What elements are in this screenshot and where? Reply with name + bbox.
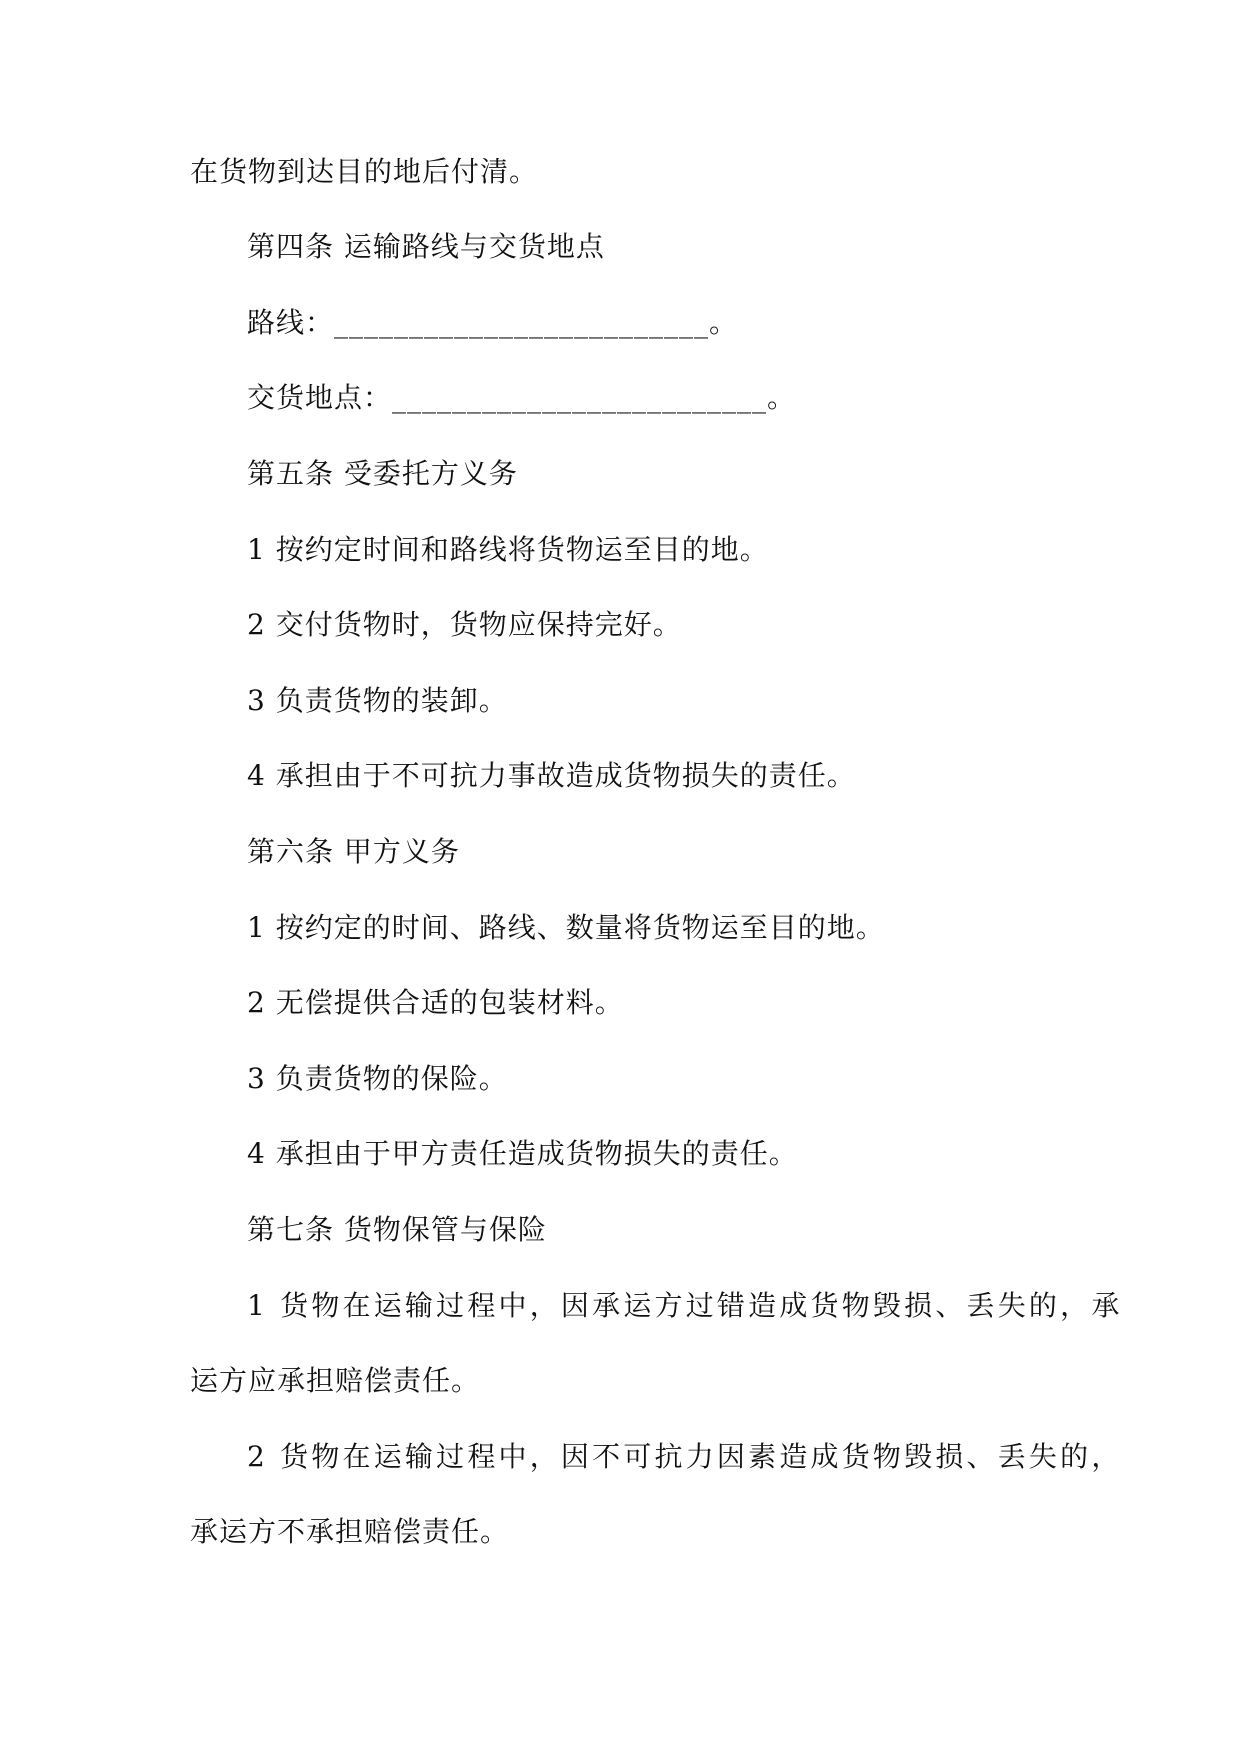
list-item: 4 承担由于不可抗力事故造成货物损失的责任。 xyxy=(247,759,856,792)
list-item: 1 按约定时间和路线将货物运至目的地。 xyxy=(247,533,769,566)
list-item: 2 交付货物时，货物应保持完好。 xyxy=(247,608,682,641)
section-heading: 第五条 受委托方义务 xyxy=(247,457,518,490)
list-item: 3 负责货物的保险。 xyxy=(247,1062,508,1095)
list-item: 4 承担由于甲方责任造成货物损失的责任。 xyxy=(247,1137,798,1170)
section-heading: 第四条 运输路线与交货地点 xyxy=(247,230,605,263)
list-item: 2 无偿提供合适的包装材料。 xyxy=(247,986,624,1019)
paragraph-line: 在货物到达目的地后付清。 xyxy=(190,155,539,188)
paragraph-line: 运方应承担赔偿责任。 xyxy=(190,1364,481,1397)
list-item: 3 负责货物的装卸。 xyxy=(247,684,508,717)
section-heading: 第六条 甲方义务 xyxy=(247,835,460,868)
list-item: 1 按约定的时间、路线、数量将货物运至目的地。 xyxy=(247,911,885,944)
section-heading: 第七条 货物保管与保险 xyxy=(247,1213,547,1246)
paragraph-line: 1 货物在运输过程中，因承运方过错造成货物毁损、丢失的，承 xyxy=(247,1289,1123,1322)
paragraph-line: 2 货物在运输过程中，因不可抗力因素造成货物毁损、丢失的， xyxy=(247,1440,1123,1473)
route-field: 路线：_________________________。 xyxy=(247,306,739,339)
delivery-location-field: 交货地点：_________________________。 xyxy=(247,381,797,414)
paragraph-line: 承运方不承担赔偿责任。 xyxy=(190,1515,510,1548)
